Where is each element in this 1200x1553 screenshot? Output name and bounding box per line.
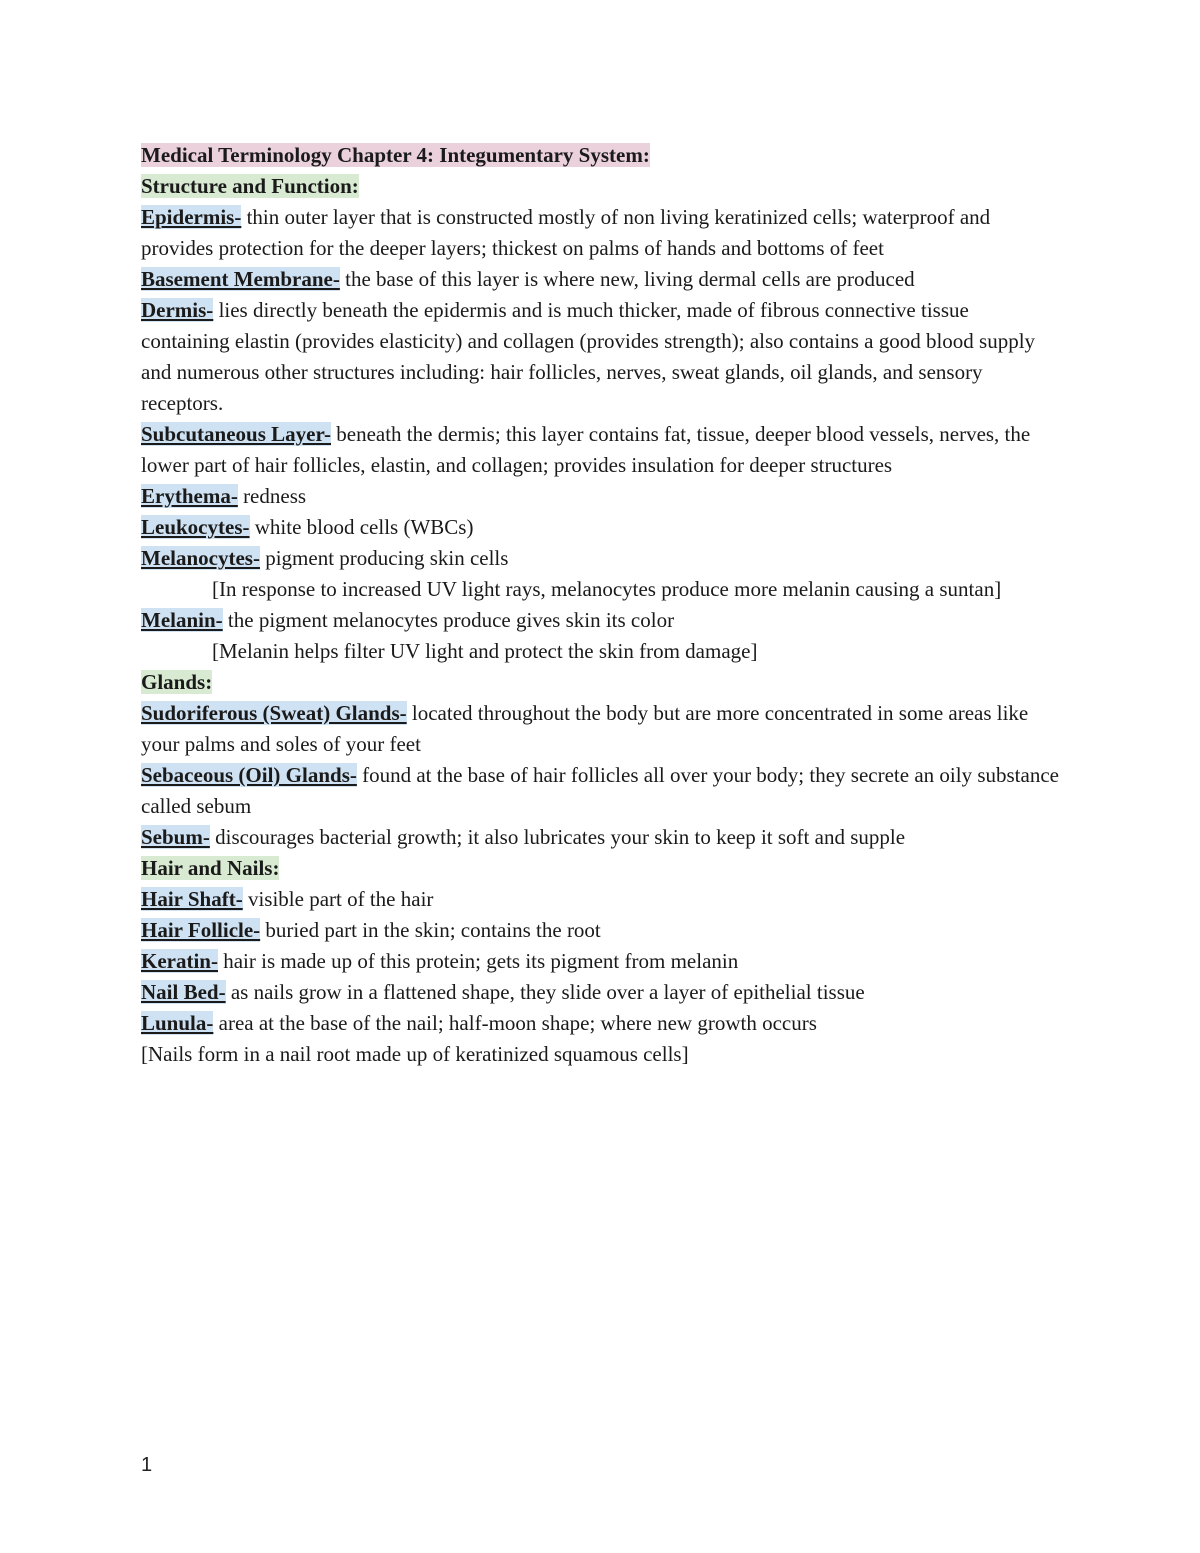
- entry-sebum: [141, 822, 1061, 853]
- definition-erythema: redness: [237, 484, 307, 508]
- entry-melanocytes: [141, 543, 1061, 574]
- entry-subcutaneous-layer: [141, 419, 1061, 481]
- definition-leukocytes: white blood cells (WBCs): [249, 515, 474, 539]
- definition-dermis: lies directly beneath the epidermis and is much thicker, made of fibrous connective tissue containing elastin (provides elasticity) and collagen (provides strength); also contains a good blood supply and numerous other structures including: hair follicles, nerves, sweat glands, oil glands, and sensory receptors.: [141, 298, 1036, 415]
- entry-hair-shaft: [141, 884, 1061, 915]
- note-melanocytes: [In response to increased UV light rays, melanocytes produce more melanin causing a suntan]: [212, 577, 1002, 601]
- note-melanin: [Melanin helps filter UV light and protect the skin from damage]: [212, 639, 758, 663]
- definition-melanin: the pigment melanocytes produce gives skin its color: [222, 608, 675, 632]
- definition-sebum: discourages bacterial growth; it also lubricates your skin to keep it soft and supple: [209, 825, 906, 849]
- entry-keratin: [141, 946, 1061, 977]
- definition-subcutaneous-layer: beneath the dermis; this layer contains fat, tissue, deeper blood vessels, nerves, the lower part of hair follicles, elastin, and collagen; provides insulation for deeper structures: [141, 422, 1031, 477]
- definition-nail-bed: as nails grow in a flattened shape, they slide over a layer of epithelial tissue: [225, 980, 865, 1004]
- term-hair-shaft: Hair Shaft-: [141, 887, 243, 911]
- entry-hair-follicle: [141, 915, 1061, 946]
- entry-basement-membrane: [141, 264, 1061, 295]
- entry-lunula: [141, 1008, 1061, 1039]
- section-heading-structure: Structure and Function:: [141, 174, 359, 198]
- definition-lunula: area at the base of the nail; half-moon shape; where new growth occurs: [213, 1011, 817, 1035]
- definition-sudoriferous-glands: located throughout the body but are more concentrated in some areas like your palms and soles of your feet: [141, 701, 1029, 756]
- term-leukocytes: Leukocytes-: [141, 515, 250, 539]
- definition-keratin: hair is made up of this protein; gets its pigment from melanin: [217, 949, 739, 973]
- definition-hair-follicle: buried part in the skin; contains the root: [260, 918, 601, 942]
- term-erythema: Erythema-: [141, 484, 238, 508]
- term-subcutaneous-layer: Subcutaneous Layer-: [141, 422, 331, 446]
- definition-basement-membrane: the base of this layer is where new, living dermal cells are produced: [339, 267, 915, 291]
- definition-epidermis: thin outer layer that is constructed mostly of non living keratinized cells; waterproof and provides protection for the deeper layers; thickest on palms of hands and bottoms of feet: [141, 205, 991, 260]
- document-title: Medical Terminology Chapter 4: Integumentary System:: [141, 143, 650, 167]
- term-sebum: Sebum-: [141, 825, 210, 849]
- term-epidermis: Epidermis-: [141, 205, 242, 229]
- page-number: 1: [141, 1454, 153, 1476]
- closing-note: [Nails form in a nail root made up of keratinized squamous cells]: [141, 1042, 689, 1066]
- term-basement-membrane: Basement Membrane-: [141, 267, 340, 291]
- entry-dermis: [141, 295, 1061, 419]
- section-heading-line: [141, 667, 1061, 698]
- section-heading-glands: Glands:: [141, 670, 213, 694]
- term-sebaceous-glands: Sebaceous (Oil) Glands-: [141, 763, 357, 787]
- definition-hair-shaft: visible part of the hair: [242, 887, 434, 911]
- entry-erythema: [141, 481, 1061, 512]
- entry-nail-bed: [141, 977, 1061, 1008]
- term-sudoriferous-glands: Sudoriferous (Sweat) Glands-: [141, 701, 407, 725]
- entry-sudoriferous-glands: [141, 698, 1061, 760]
- document-body: [141, 140, 1061, 1070]
- term-lunula: Lunula-: [141, 1011, 214, 1035]
- definition-melanocytes: pigment producing skin cells: [259, 546, 509, 570]
- section-heading-line: [141, 171, 1061, 202]
- entry-epidermis: [141, 202, 1061, 264]
- term-nail-bed: Nail Bed-: [141, 980, 226, 1004]
- title-line: [141, 140, 1061, 171]
- definition-sebaceous-glands: found at the base of hair follicles all over your body; they secrete an oily substance called sebum: [141, 763, 1059, 818]
- term-hair-follicle: Hair Follicle-: [141, 918, 261, 942]
- term-melanocytes: Melanocytes-: [141, 546, 260, 570]
- section-heading-hair-nails: Hair and Nails:: [141, 856, 280, 880]
- section-heading-line: [141, 853, 1061, 884]
- entry-melanin: [141, 605, 1061, 636]
- term-melanin: Melanin-: [141, 608, 223, 632]
- term-keratin: Keratin-: [141, 949, 218, 973]
- entry-sebaceous-glands: [141, 760, 1061, 822]
- term-dermis: Dermis-: [141, 298, 214, 322]
- entry-leukocytes: [141, 512, 1061, 543]
